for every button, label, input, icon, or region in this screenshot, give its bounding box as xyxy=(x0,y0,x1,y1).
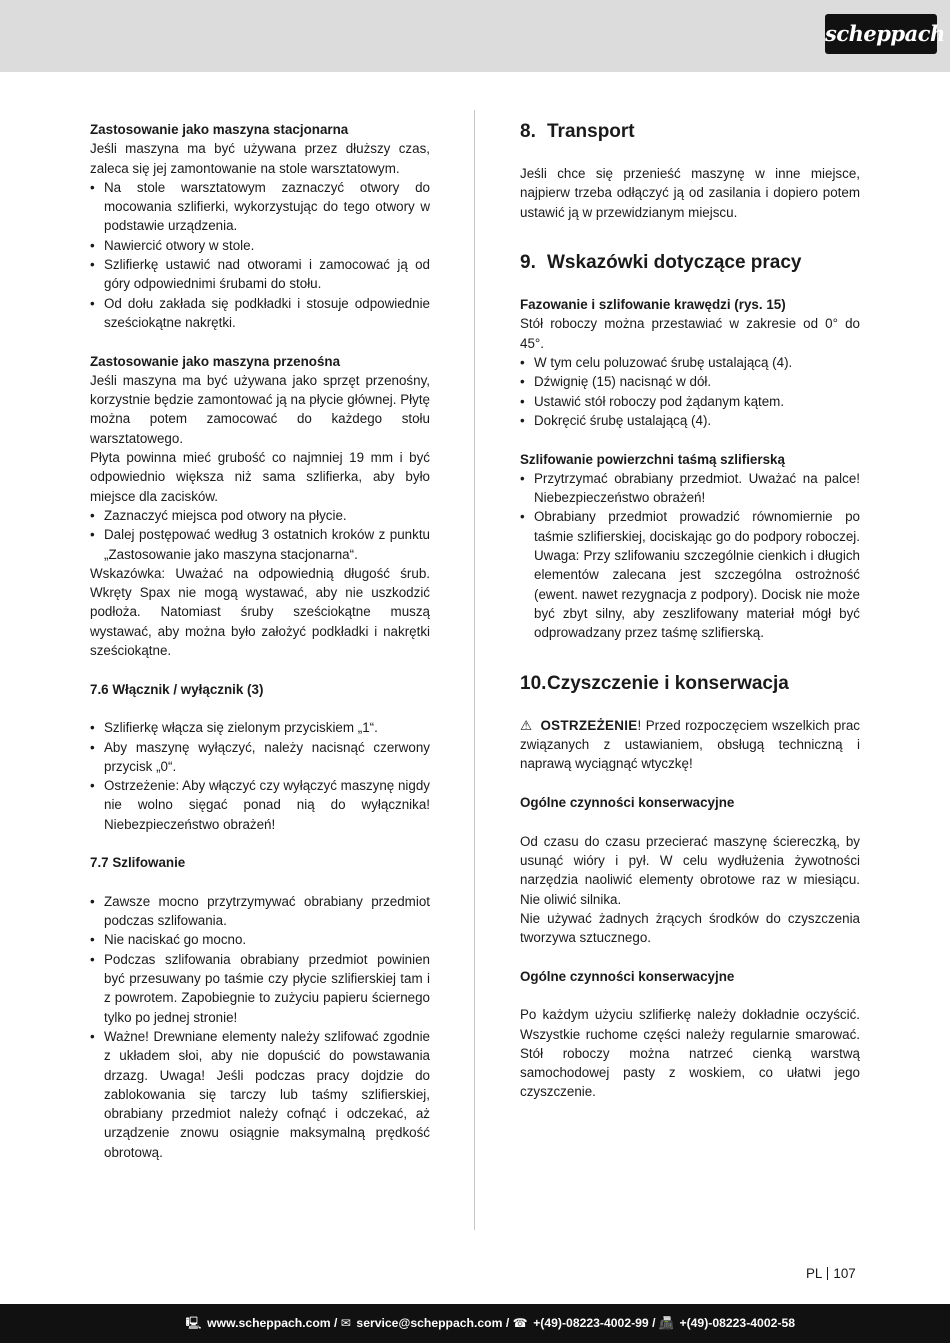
heading-number: 9. xyxy=(520,252,536,274)
warning-icon: ⚠ xyxy=(520,717,533,733)
list-item: • Na stole warsztatowym zaznaczyć otwory do mocowania szlifierki, wykorzystując do tego otwory w podstawie urządzenia. xyxy=(90,178,430,236)
list-item: • Ważne! Drewniane elementy należy szlifować zgodnie z układem słoi, aby nie dopuścić do powstawania drzazg. Uwaga! Jeśli podczas pracy dojdzie do zablokowania się tarczy lub taśmy szlifierskiej, obrabiany przedmiot należy cofnąć i odczekać, aż urządzenie znowu osiągnie maksymalną prędkość obrotową. xyxy=(90,1027,430,1162)
heading-number: 8. xyxy=(520,121,536,142)
bullet-list xyxy=(90,178,430,332)
paragraph: Od czasu do czasu przecierać maszynę ściereczką, by usunąć wióry i pył. W celu wydłużenia żywotności narzędzia naoliwić elementy obrotowe raz w miesiącu. Nie oliwić silnika. xyxy=(520,833,860,907)
warning-paragraph xyxy=(520,716,860,774)
left-column xyxy=(90,120,430,1162)
list-item: • Zawsze mocno przytrzymywać obrabiany przedmiot podczas szlifowania. xyxy=(90,892,430,931)
list-item: • Nie naciskać go mocno. xyxy=(90,930,430,949)
heading-text: Wskazówki dotyczące pracy xyxy=(547,252,802,274)
section-title-maintenance: Ogólne czynności konserwacyjne xyxy=(520,795,735,811)
section-title-maintenance: Ogólne czynności konserwacyjne xyxy=(520,968,735,984)
section-title-chamfering: Fazowanie i szlifowanie krawędzi (rys. 15) xyxy=(520,297,786,313)
bullet-list xyxy=(90,506,430,564)
heading-text: Transport xyxy=(547,121,635,142)
bullet-list xyxy=(520,353,860,430)
paragraph: Jeśli maszyna ma być używana jako sprzęt przenośny, korzystnie będzie zamontować ją na płycie głównej. Płytę można potem zamocować do każdego stołu warsztatowego. xyxy=(90,372,430,446)
note-paragraph: Wskazówka: Uważać na odpowiednią długość śrub. Wkręty Spax nie mogą wystawać, aby nie uszkodzić podłoża. Natomiast śruby sześciokątne muszą wystawać, aby można było założyć podkładki i nakrętki sześciokątne. xyxy=(90,565,430,659)
section-title-stationary: Zastosowanie jako maszyna stacjonarna xyxy=(90,122,349,137)
list-item: • Aby maszynę wyłączyć, należy nacisnąć czerwony przycisk „0“. xyxy=(90,738,430,777)
paragraph: Stół roboczy można przestawiać w zakresie od 0° do 45°. xyxy=(520,316,860,351)
warning-text: ! Przed rozpoczęciem wszelkich prac związanych z ustawianiem, obsługą techniczną i naprawą wyciągnąć wtyczkę! xyxy=(520,717,860,772)
page-number-separator xyxy=(827,1267,828,1280)
paragraph: Nie używać żadnych żrących środków do czyszczenia tworzywa sztucznego. xyxy=(520,910,860,946)
list-item: • Dźwignię (15) nacisnąć w dół. xyxy=(520,372,860,391)
heading-work-tips xyxy=(520,251,860,275)
paragraph: Po każdym użyciu szlifierkę należy dokładnie oczyścić. Wszystkie ruchome części należy regularnie smarować. Stół roboczy można natrzeć cienką warstwą samochodowej pasty z woskiem, co ułatwi jego czyszczenie. xyxy=(520,1007,860,1100)
list-item: • Dalej postępować według 3 ostatnich kroków z punktu „Zastosowanie jako maszyna stacjonarna“. xyxy=(90,525,430,564)
paragraph: Jeśli maszyna ma być używana przez dłuższy czas, zaleca się jej zamontowanie na stole warsztatowym. xyxy=(90,141,430,176)
list-item: • Przytrzymać obrabiany przedmiot. Uważać na palce! Niebezpieczeństwo obrażeń! xyxy=(520,469,860,508)
mail-icon: ✉ xyxy=(340,1316,352,1330)
list-item: • Zaznaczyć miejsca pod otwory na płycie. xyxy=(90,506,430,525)
header-band xyxy=(0,0,950,72)
computer-icon: 🖳 xyxy=(185,1316,202,1330)
warning-label: OSTRZEŻENIE xyxy=(540,717,638,733)
bullet-list xyxy=(90,892,430,1162)
heading-cleaning xyxy=(520,672,860,696)
section-title-portable: Zastosowanie jako maszyna przenośna xyxy=(90,353,341,369)
list-item: • Szlifierkę ustawić nad otworami i zamocować ją od góry odpowiednimi śrubami do stołu. xyxy=(90,255,430,294)
list-item: • Ustawić stół roboczy pod żądanym kątem. xyxy=(520,392,860,411)
footer-phone: +(49)-08223-4002-99 / xyxy=(533,1316,656,1330)
footer-website-link[interactable]: www.scheppach.com / xyxy=(207,1316,338,1330)
list-item: • Nawiercić otwory w stole. xyxy=(90,236,430,255)
page-lang: PL xyxy=(806,1266,823,1281)
section-title-belt-sanding: Szlifowanie powierzchni taśmą szlifierską xyxy=(520,451,785,467)
heading-text: Czyszczenie i konserwacja xyxy=(547,672,789,694)
paragraph: Jeśli chce się przenieść maszynę w inne miejsce, najpierw trzeba odłączyć ją od zasilania i dopiero potem ustawić ją w przewidzianym miejscu. xyxy=(520,166,860,220)
page-number-value: 107 xyxy=(833,1266,856,1281)
paragraph: Płyta powinna mieć grubość co najmniej 19 mm i być odpowiednio większa niż sama szlifierka, aby było miejsce dla zacisków. xyxy=(90,450,430,504)
right-column xyxy=(520,120,860,1102)
list-item: • W tym celu poluzować śrubę ustalającą (4). xyxy=(520,353,860,372)
section-title-switch: 7.6 Włącznik / wyłącznik (3) xyxy=(90,681,264,697)
column-divider xyxy=(474,110,475,1230)
footer-bar xyxy=(0,1304,950,1343)
list-item: • Dokręcić śrubę ustalającą (4). xyxy=(520,411,860,430)
footer-email-link[interactable]: service@scheppach.com / xyxy=(356,1316,510,1330)
section-title-sanding: 7.7 Szlifowanie xyxy=(90,855,186,871)
list-item: • Ostrzeżenie: Aby włączyć czy wyłączyć maszynę nigdy nie wolno sięgać ponad nią do wyłącznika! Niebezpieczeństwo obrażeń! xyxy=(90,776,430,834)
bullet-list xyxy=(520,469,860,643)
fax-icon: 📠 xyxy=(658,1316,675,1330)
list-item: • Obrabiany przedmiot prowadzić równomiernie po taśmie szlifierskiej, dociskając go do podpory roboczej. Uwaga: Przy szlifowaniu szczególnie cienkich i długich elementów zalecana jest szczególna ostrożność (ewent. nawet rezygnacja z podpory). Docisk nie może być zbyt silny, aby zeszlifowany materiał mógł być odprowadzany przez taśmę szlifierską. xyxy=(520,507,860,642)
footer-fax: +(49)-08223-4002-58 xyxy=(679,1316,795,1330)
scheppach-logo: scheppach xyxy=(825,14,937,54)
list-item: • Szlifierkę włącza się zielonym przyciskiem „1“. xyxy=(90,718,430,737)
phone-icon: ☎ xyxy=(512,1316,528,1330)
bullet-list xyxy=(90,718,430,834)
list-item: • Podczas szlifowania obrabiany przedmiot powinien być przesuwany po taśmie czy płycie szlifierskiej tam i z powrotem. Zapobiegnie to zużyciu papieru ściernego tylko po jednej stronie! xyxy=(90,950,430,1027)
list-item: • Od dołu zakłada się podkładki i stosuje odpowiednie sześciokątne nakrętki. xyxy=(90,294,430,333)
heading-transport xyxy=(520,120,860,144)
heading-number: 10. xyxy=(520,672,547,694)
page-number xyxy=(806,1266,856,1282)
